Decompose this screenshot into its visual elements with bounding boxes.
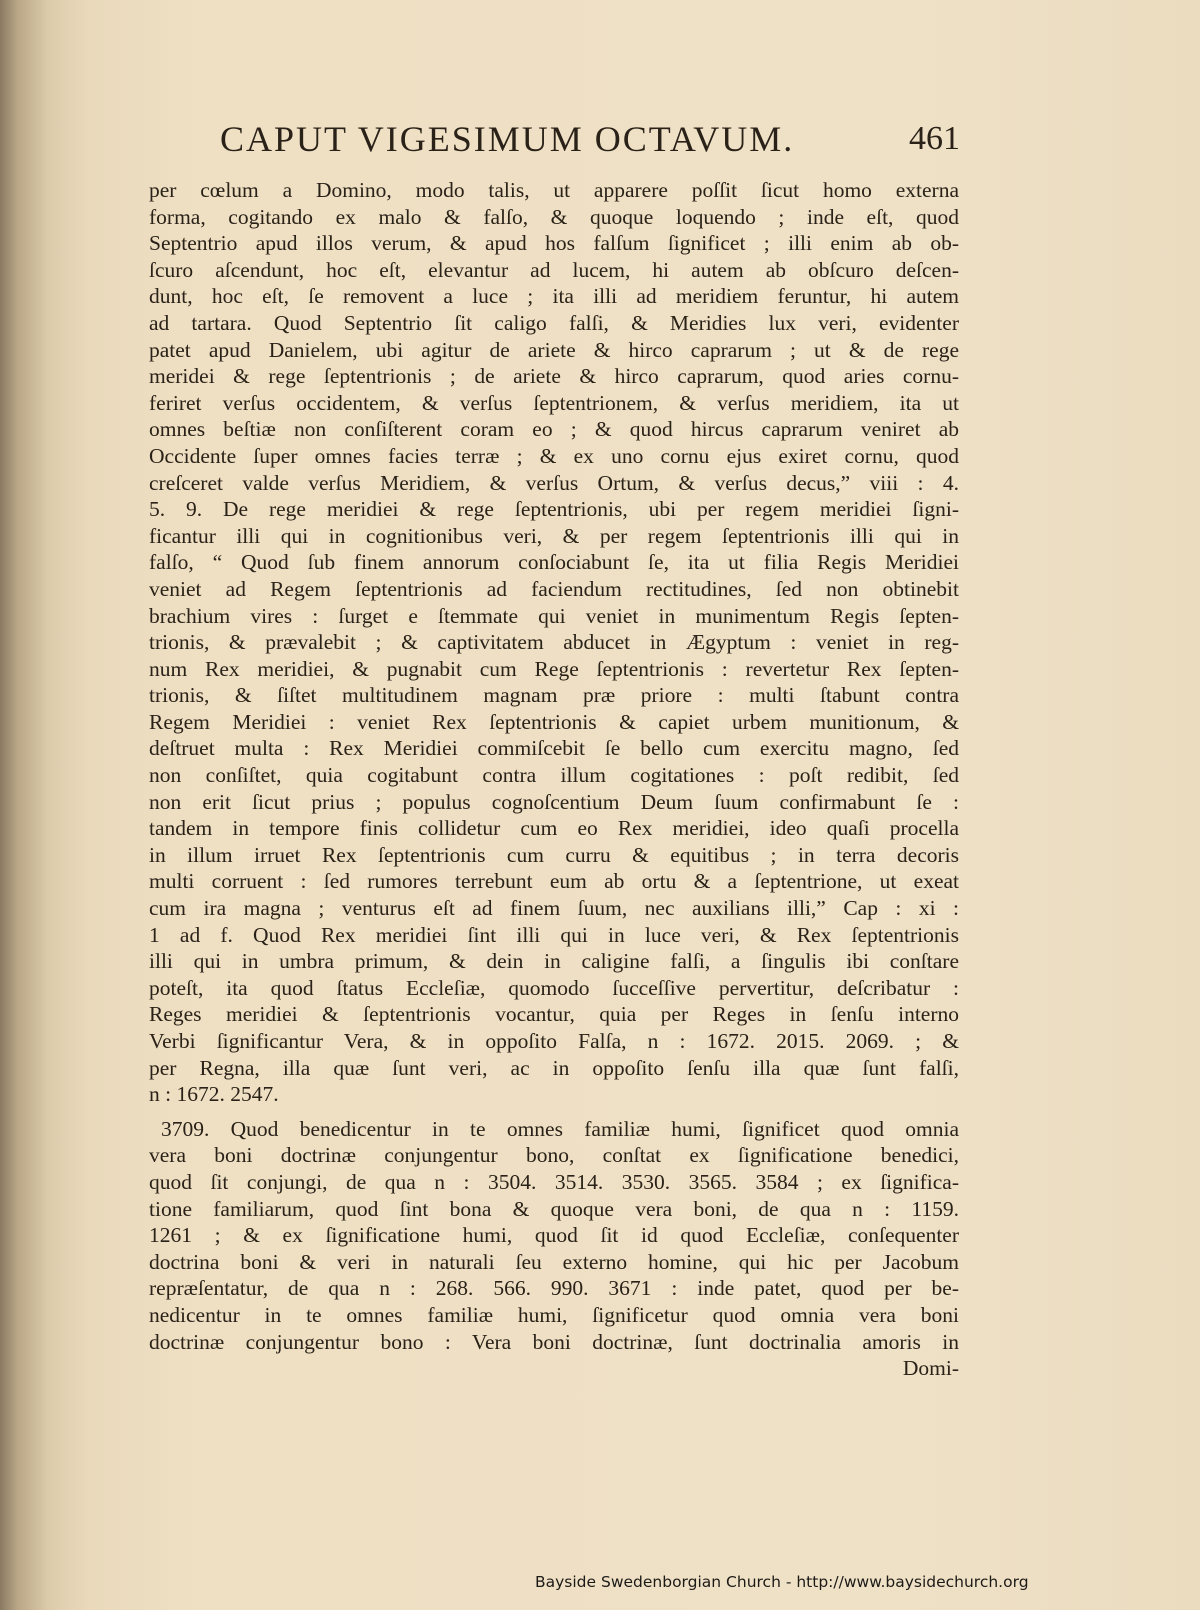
text-line: tandem in tempore finis collidetur cum eo Rex meridiei, ideo quaſi procella bbox=[149, 816, 959, 841]
running-head bbox=[220, 118, 960, 162]
text-line: omnes beſtiæ non conſiſterent coram eo ; & quod hircus caprarum veniret ab bbox=[149, 417, 959, 442]
text-line: ad tartara. Quod Septentrio ſit caligo falſi, & Meridies lux veri, evidenter bbox=[149, 310, 959, 335]
text-line: non conſiſtet, quia cogitabunt contra illum cogitationes : poſt redibit, ſed bbox=[149, 763, 959, 788]
text-line: Regem Meridiei : veniet Rex ſeptentrionis & capiet urbem munitionum, & bbox=[149, 709, 959, 734]
text-line: n : 1672. 2547. bbox=[149, 1082, 279, 1107]
footer-credit: Bayside Swedenborgian Church - http://www.baysidechurch.org bbox=[535, 1573, 1029, 1591]
text-line: poteſt, ita quod ſtatus Eccleſiæ, quomodo ſucceſſive pervertitur, deſcribatur : bbox=[149, 975, 959, 1000]
text-line: multi corruent : ſed rumores terrebunt eum ab ortu & a ſeptentrione, ut exeat bbox=[149, 869, 959, 894]
text-line: num Rex meridiei, & pugnabit cum Rege ſeptentrionis : revertetur Rex ſepten- bbox=[149, 656, 959, 681]
text-line: creſceret valde verſus Meridiem, & verſus Ortum, & verſus decus,” viii : 4. bbox=[149, 470, 959, 495]
text-line: ſcuro aſcendunt, hoc eſt, elevantur ad lucem, hi autem ab obſcuro deſcen- bbox=[149, 257, 959, 282]
body-text bbox=[149, 177, 959, 1382]
text-line: falſo, “ Quod ſub finem annorum conſociabunt ſe, ita ut filia Regis Meridiei bbox=[149, 550, 959, 575]
text-line: cum ira magna ; venturus eſt ad finem ſuum, nec auxilians illi,” Cap : xi : bbox=[149, 896, 959, 921]
text-line: per cœlum a Domino, modo talis, ut apparere poſſit ſicut homo externa bbox=[149, 178, 959, 202]
page-number: 461 bbox=[909, 120, 960, 157]
text-line: tione familiarum, quod ſint bona & quoque vera boni, de qua n : 1159. bbox=[149, 1196, 959, 1221]
text-line: non erit ſicut prius ; populus cognoſcentium Deum ſuum confirmabunt ſe : bbox=[149, 789, 959, 814]
text-line: 1 ad f. Quod Rex meridiei ſint illi qui in luce veri, & Rex ſeptentrionis bbox=[149, 922, 959, 947]
text-line: quod ſit conjungi, de qua n : 3504. 3514. 3530. 3565. 3584 ; ex ſignifica- bbox=[149, 1169, 959, 1194]
text-line: ficantur illi qui in cognitionibus veri, & per regem ſeptentrionis illi qui in bbox=[149, 523, 959, 548]
text-line: dunt, hoc eſt, ſe removent a luce ; ita illi ad meridiem feruntur, hi autem bbox=[149, 284, 959, 309]
text-line: Verbi ſignificantur Vera, & in oppoſito Falſa, n : 1672. 2015. 2069. ; & bbox=[149, 1029, 959, 1053]
text-line: forma, cogitando ex malo & falſo, & quoque loquendo ; inde eſt, quod bbox=[149, 204, 959, 229]
text-line: Occidente ſuper omnes facies terræ ; & ex uno cornu ejus exiret cornu, quod bbox=[149, 443, 959, 468]
paragraph-start-3709: 3709. Quod benedicentur in te omnes familiæ humi, ſignificet quod omnia bbox=[161, 1116, 959, 1141]
text-line: doctrina boni & veri in naturali ſeu externo homine, qui hic per Jacobum bbox=[149, 1249, 959, 1274]
text-line: trionis, & ſiſtet multitudinem magnam præ priore : multi ſtabunt contra bbox=[149, 683, 959, 708]
catchword: Domi- bbox=[902, 1356, 959, 1381]
text-line: nedicentur in te omnes familiæ humi, ſignificetur quod omnia vera boni bbox=[149, 1302, 959, 1327]
text-line: meridei & rege ſeptentrionis ; de ariete & hirco caprarum, quod aries cornu- bbox=[149, 364, 959, 389]
text-line: in illum irruet Rex ſeptentrionis cum curru & equitibus ; in terra decoris bbox=[149, 842, 959, 867]
text-line: trionis, & prævalebit ; & captivitatem abducet in Ægyptum : veniet in reg- bbox=[149, 630, 959, 655]
text-line: 5. 9. De rege meridiei & rege ſeptentrionis, ubi per regem meridiei ſigni- bbox=[149, 497, 959, 522]
text-line: per Regna, illa quæ ſunt veri, ac in oppoſito ſenſu illa quæ ſunt falſi, bbox=[149, 1055, 959, 1080]
text-line: veniet ad Regem ſeptentrionis ad faciendum rectitudines, ſed non obtinebit bbox=[149, 576, 959, 601]
text-line: feriret verſus occidentem, & verſus ſeptentrionem, & verſus meridiem, ita ut bbox=[149, 390, 959, 415]
text-line: Septentrio apud illos verum, & apud hos falſum ſignificet ; illi enim ab ob- bbox=[149, 231, 959, 256]
text-line: vera boni doctrinæ conjungentur bono, conſtat ex ſignificatione benedici, bbox=[149, 1143, 959, 1168]
text-line: repræſentatur, de qua n : 268. 566. 990. 3671 : inde patet, quod per be- bbox=[149, 1276, 959, 1301]
text-line: Reges meridiei & ſeptentrionis vocantur, quia per Reges in ſenſu interno bbox=[149, 1002, 959, 1027]
text-line: illi qui in umbra primum, & dein in caligine falſi, a ſingulis ibi conſtare bbox=[149, 949, 959, 974]
running-title: CAPUT VIGESIMUM OCTAVUM. bbox=[220, 119, 795, 159]
text-line: doctrinæ conjungentur bono : Vera boni doctrinæ, ſunt doctrinalia amoris in bbox=[149, 1329, 959, 1354]
text-line: patet apud Danielem, ubi agitur de ariete & hirco caprarum ; ut & de rege bbox=[149, 337, 959, 362]
text-line: 1261 ; & ex ſignificatione humi, quod ſit id quod Eccleſiæ, conſequenter bbox=[149, 1223, 959, 1248]
text-line: brachium vires : ſurget e ſtemmate qui veniet in munimentum Regis ſepten- bbox=[149, 603, 959, 628]
text-line: deſtruet multa : Rex Meridiei commiſcebit ſe bello cum exercitu magno, ſed bbox=[149, 736, 959, 761]
